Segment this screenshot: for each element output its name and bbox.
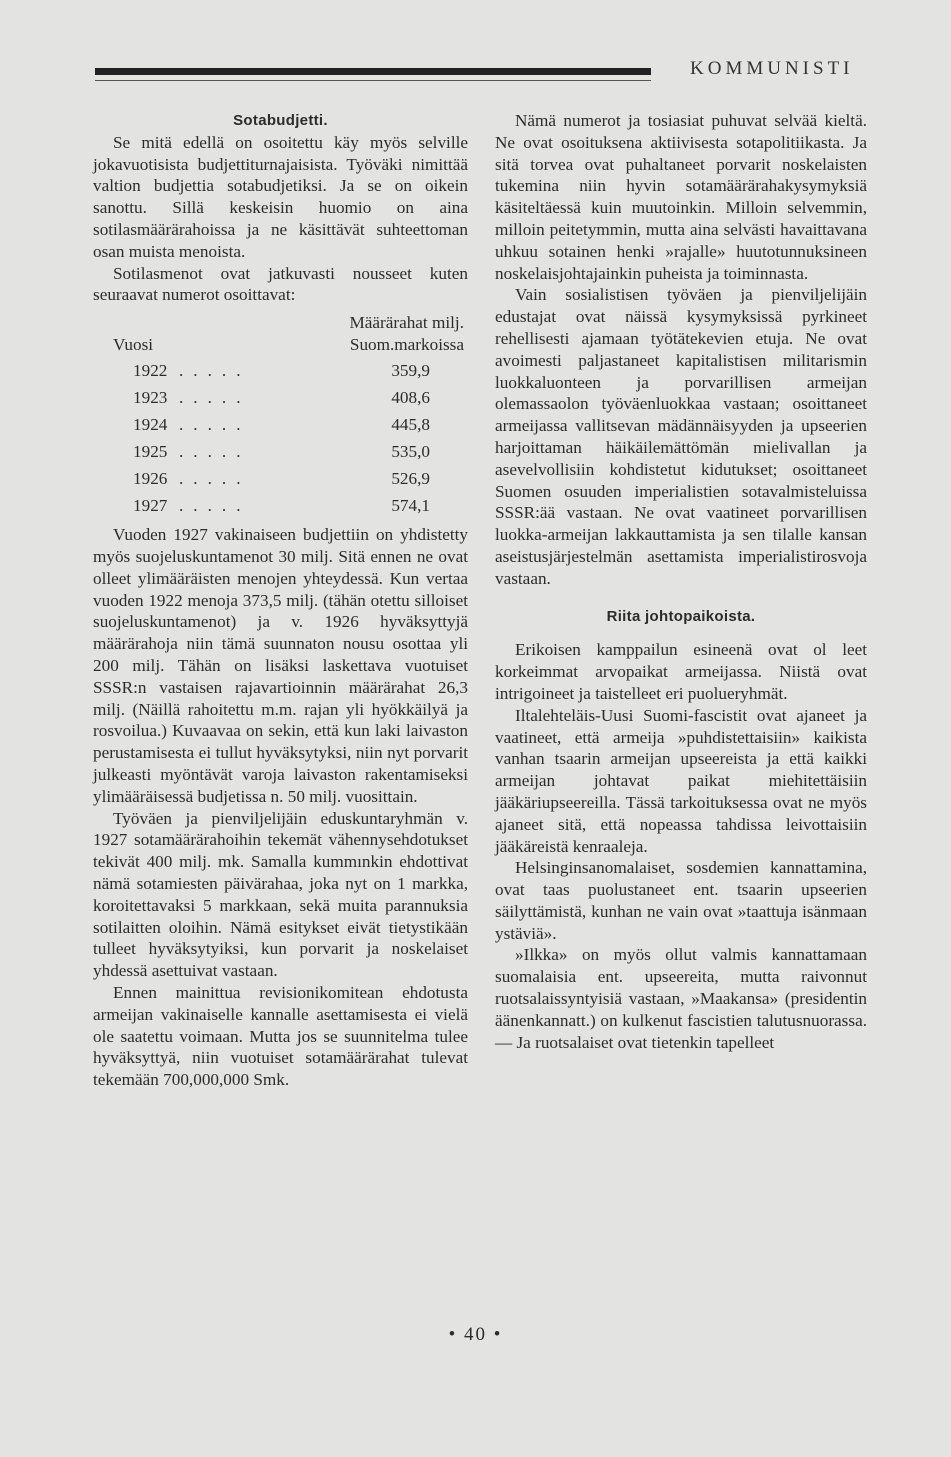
table-row bbox=[93, 437, 468, 464]
section-heading-sotabudjetti: Sotabudjetti. bbox=[233, 112, 328, 129]
table-row bbox=[93, 464, 468, 491]
leader-dots: ..... bbox=[179, 388, 251, 408]
table-row bbox=[93, 491, 468, 518]
right-column bbox=[495, 110, 867, 1053]
paragraph: Iltalehteläis-Uusi Suomi-fascistit ovat ajaneet ja vaatineet, että armeija »puhdistettaisiin» kaikista vanhan tsaarin armeijan upseereista ja että kaikki armeijan johtavat paikat miehitettäisiin jääkäriupseereilla. Tässä tarkoituksessa ovat ne myös ajaneet sitä, että nopeassa tahdissa leivottaisiin jääkäreistä kenraaleja. bbox=[495, 705, 867, 856]
paragraph: Vain sosialistisen työväen ja pienviljelijäin edustajat ovat näissä kysymyksissä pyrkineet rehellisesti ajamaan työtätekevien etuja. Ne ovat avoimesti paljastaneet kapitalistisen militarismin luokkaluonteen ja porvarillisen armeijan olemassaolon työväenluokkaa vastaan; osoittaneet armeijassa vallitsevan mädännäisyyden ja upseerien harjoittaman häikäilemättömän mielivallan ja asevelvollisiin kohdistetut kidutukset; osoittaneet Suomen osuuden imperialistien sotavalmisteluissa SSSR:ää vastaan. Ne ovat vaatineet porvarillisen luokka-armeijan lakkauttamista ja sen tilalle kansan aseistusjärjestelmän asettamista imperialistirosvoja vastaan. bbox=[495, 285, 867, 588]
budget-table bbox=[93, 312, 468, 518]
leader-dots: ..... bbox=[179, 415, 251, 435]
paragraph: »Ilkka» on myös ollut valmis kannattamaan suomalaisia ent. upseereita, mutta raivonnut ruotsalaissyntyisiä vastaan, »Maakansa» (presidentin äänenkannatt.) on kulkenut fascistien talutusnuorassa. — Ja ruotsalaiset ovat tietenkin tapelleet bbox=[495, 945, 867, 1052]
table-cell-year: 1923 bbox=[133, 388, 168, 408]
header-rule-thick bbox=[95, 68, 651, 75]
table-row bbox=[93, 383, 468, 410]
table-cell-value: 408,6 bbox=[391, 388, 430, 408]
running-title: KOMMUNISTI bbox=[690, 58, 854, 79]
section-heading-riita: Riita johtopaikoista. bbox=[606, 607, 756, 625]
leader-dots: ..... bbox=[179, 469, 251, 489]
left-column bbox=[93, 110, 468, 1091]
table-header bbox=[93, 312, 468, 356]
paragraph: Se mitä edellä on osoitettu käy myös selville jokavuotisista budjettiturnajaisista. Työväki nimittää valtion budjettia sotabudjetiksi. Ja se on oikein sanottu. Sillä keskeisin huomio on aina sotilasmäärärahoissa ja ne käsittävät suhteettoman osan muista menoista. bbox=[93, 132, 468, 261]
table-cell-value: 535,0 bbox=[391, 442, 430, 462]
table-cell-value: 359,9 bbox=[391, 361, 430, 381]
paragraph: Sotilasmenot ovat jatkuvasti nousseet kuten seuraavat numerot osoittavat: bbox=[93, 263, 468, 305]
table-cell-value: 526,9 bbox=[391, 469, 430, 489]
column-header-year: Vuosi bbox=[113, 335, 154, 355]
leader-dots: ..... bbox=[179, 361, 251, 381]
paragraph: Erikoisen kamppailun esineenä ovat ol leet korkeimmat arvopaikat armeijassa. Niistä ovat intrigoineet ja taistelleet eri puolueryhmät. bbox=[495, 640, 867, 703]
leader-dots: ..... bbox=[179, 496, 251, 516]
leader-dots: ..... bbox=[179, 442, 251, 462]
paragraph: Helsinginsanomalaiset, sosdemien kannattamina, ovat taas puolustaneet ent. tsaarin upseerien säilyttämistä, kunhan ne vain ovat »taattuja isänmaan ystäviä». bbox=[495, 858, 867, 943]
column-header-unit: Suom.markoissa bbox=[349, 335, 464, 355]
table-cell-value: 574,1 bbox=[391, 496, 430, 516]
table-cell-year: 1927 bbox=[133, 496, 168, 516]
column-header-amount: Määrärahat milj. bbox=[349, 313, 464, 333]
paragraph: Ennen mainittua revisionikomitean ehdotusta armeijan vakinaiselle kannalle asettamisesta ei vielä ole saatettu voimaan. Mutta jos se suunnitelma tulee hyväksyttyä, niin vuotuiset sotamäärärahat tulevat tekemään 700,000,000 Smk. bbox=[93, 982, 468, 1090]
paragraph: Nämä numerot ja tosiasiat puhuvat selvää kieltä. Ne ovat osoituksena aktiivisesta sotapolitiikasta. Ja sitä torvea ovat puhaltaneet porvarit noskelaisten tukemina niin hyvin sotamäärärahakysymyksiä käsiteltäessä kuin muutoinkin. Milloin selvemmin, milloin peitetymmin, mutta aina selvästi havaittavana uhkuu sotainen henki »rajalle» huutotunnuksineen noskelaisjohtajainkin puheista ja toiminnasta. bbox=[495, 111, 867, 283]
table-cell-value: 445,8 bbox=[391, 415, 430, 435]
table-cell-year: 1925 bbox=[133, 442, 168, 462]
table-cell-year: 1926 bbox=[133, 469, 168, 489]
header-rule-thin bbox=[95, 80, 651, 81]
paragraph: Vuoden 1927 vakinaiseen budjettiin on yhdistetty myös suojeluskuntamenot 30 milj. Sitä ennen ne ovat olleet ylimääräisten menojen yhteydessä. Kun vertaa vuoden 1922 menoja 373,5 milj. (tähän otettu silloiset suojeluskuntamenot) ja v. 1926 hyväksyttyjä määrärahoja niin tämä suunnaton nousu osottaa yli 200 milj. Tähän on lisäksi laskettava vuotuiset SSSR:n vastaisen rajavartioinnin määrärahat 26,3 milj. (Näillä rahoitettu m.m. rajan yli hyökkäilyä ja rosvoilua.) Kuvaavaa on sekin, että kun laki laivaston perustamisesta ei tullut hyväksytyksi, niin nyt porvarit julkeasti myöntävät varoja laivaston rakentamiseksi ylimääräisessä budjetissa n. 50 milj. vuosittain. bbox=[93, 525, 468, 806]
table-row bbox=[93, 356, 468, 383]
table-cell-year: 1924 bbox=[133, 415, 168, 435]
table-cell-year: 1922 bbox=[133, 361, 168, 381]
page-number: • 40 • bbox=[448, 1324, 503, 1345]
table-row bbox=[93, 410, 468, 437]
paragraph: Työväen ja pienviljelijäin eduskuntaryhmän v. 1927 sotamäärärahoihin tekemät vähennysehdotukset tekivät 400 milj. mk. Samalla kummınkin ehdottivat nämä sotamiesten päivärahaa, joka nyt on 1 markka, koroitettavaksi 5 markkaan, sekä muita parannuksia sotilaitten oloihin. Nämä esitykset eivät tietystikään tulleet hyväksytyiksi, kun porvarit ja noskelaiset yhdessä asettuivat vastaan. bbox=[93, 808, 468, 981]
